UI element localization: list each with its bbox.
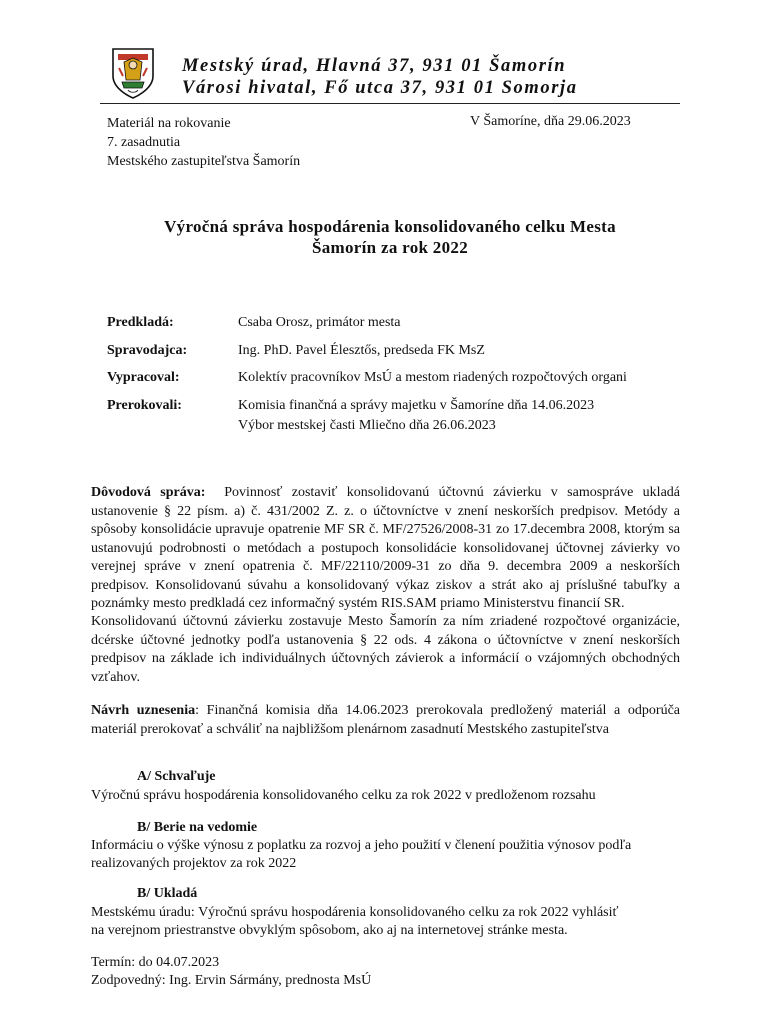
document-title	[90, 216, 690, 258]
material-line: Materiál na rokovanie	[107, 116, 231, 131]
city-coat-of-arms-logo	[110, 46, 156, 100]
info-value: Komisia finančná a správy majetku v Šamoríne dňa 14.06.2023	[238, 398, 595, 413]
info-value: Ing. PhD. Pavel Élesztős, predseda FK MsZ	[238, 343, 485, 358]
responsible-person: Zodpovedný: Ing. Ervin Sármány, prednosta MsÚ	[91, 973, 372, 988]
material-line: Mestského zastupiteľstva Šamorín	[107, 154, 301, 169]
info-label: Vypracoval:	[107, 370, 180, 385]
letterhead	[182, 55, 578, 99]
info-value: Csaba Orosz, primátor mesta	[238, 315, 401, 330]
info-value: Výbor mestskej časti Mliečno dňa 26.06.2023	[238, 418, 496, 433]
material-info	[107, 114, 300, 171]
title-line: Šamorín za rok 2022	[311, 238, 469, 257]
reasoning-paragraph	[91, 484, 680, 614]
deadline: Termín: do 04.07.2023	[91, 955, 220, 970]
proposal-text: : Finančná komisia dňa 14.06.2023 prerokovala predložený materiál a odporúča materiál prerokovať a schváliť na najbližšom plenárnom zasadnutí Mestského zastupiteľstva	[91, 703, 680, 737]
section-text: na verejnom priestranstve obvyklým spôsobom, ako aj na internetovej stránke mesta.	[91, 923, 568, 938]
section-text: Informáciu o výške výnosu z poplatku za rozvoj a jeho použití v členení použitia výnosov podľa	[91, 838, 632, 853]
section-text: Mestskému úradu: Výročnú správu hospodárenia konsolidovaného celku za rok 2022 vyhlásiť	[91, 905, 619, 920]
title-line: Výročná správa hospodárenia konsolidovaného celku Mesta	[164, 217, 616, 236]
section-text: realizovaných projektov za rok 2022	[91, 856, 297, 871]
letterhead-line-hu: Városi hivatal, Fő utca 37, 931 01 Somorja	[182, 78, 578, 98]
info-label: Predkladá:	[107, 315, 174, 330]
section-heading-instructs: B/ Ukladá	[137, 886, 198, 901]
section-heading-approves: A/ Schvaľuje	[137, 769, 216, 784]
info-value: Kolektív pracovníkov MsÚ a mestom riadených rozpočtových organi	[238, 370, 627, 385]
header-divider	[100, 103, 680, 104]
info-label: Spravodajca:	[107, 343, 188, 358]
resolution-proposal	[91, 702, 680, 739]
section-text: Výročnú správu hospodárenia konsolidovaného celku za rok 2022 v predloženom rozsahu	[91, 788, 596, 803]
document-date: V Šamoríne, dňa 29.06.2023	[470, 114, 631, 129]
reasoning-text: Povinnosť zostaviť konsolidovanú účtovnú závierku v samospráve ukladá ustanovenie § 22 písm. a) č. 431/2002 Z. z. o účtovníctve v znení neskorších predpisov. Metódy a spôsoby konsolidácie upravuje opatrenie MF SR č. MF/27526/2008-31 zo 17.decembra 2008, ktorým sa ustanovujú podrobnosti o metódach a postupoch konsolidácie konsolidovanej účtovnej závierky vo verejnej správe v znení opatrenia č. MF/22110/2009-31 zo dňa 9. decembra 2009 a neskorších predpisov. Konsolidovanú súvahu a konsolidovaný výkaz ziskov a strát ako aj príslušné tabuľky a poznámky mesto predkladá cez informačný systém RIS.SAM priamo Ministerstvu financií SR.	[91, 485, 681, 611]
info-label: Prerokovali:	[107, 398, 182, 413]
section-heading-acknowledges: B/ Berie na vedomie	[137, 820, 258, 835]
reasoning-paragraph-2: Konsolidovanú účtovnú závierku zostavuje Mesto Šamorín za ním zriadené rozpočtové organizácie, dcérske účtovné jednotky podľa ustanovenia § 22 ods. 4 zákona o účtovníctve v znení neskorších predpisov na základe ich individuálnych účtovných závierok a informácií o vzájomných obchodných vzťahov.	[91, 614, 680, 685]
proposal-label: Návrh uznesenia	[91, 703, 196, 718]
reasoning-label: Dôvodová správa:	[91, 485, 206, 500]
material-line: 7. zasadnutia	[107, 135, 181, 150]
letterhead-line-sk: Mestský úrad, Hlavná 37, 931 01 Šamorín	[182, 56, 567, 76]
